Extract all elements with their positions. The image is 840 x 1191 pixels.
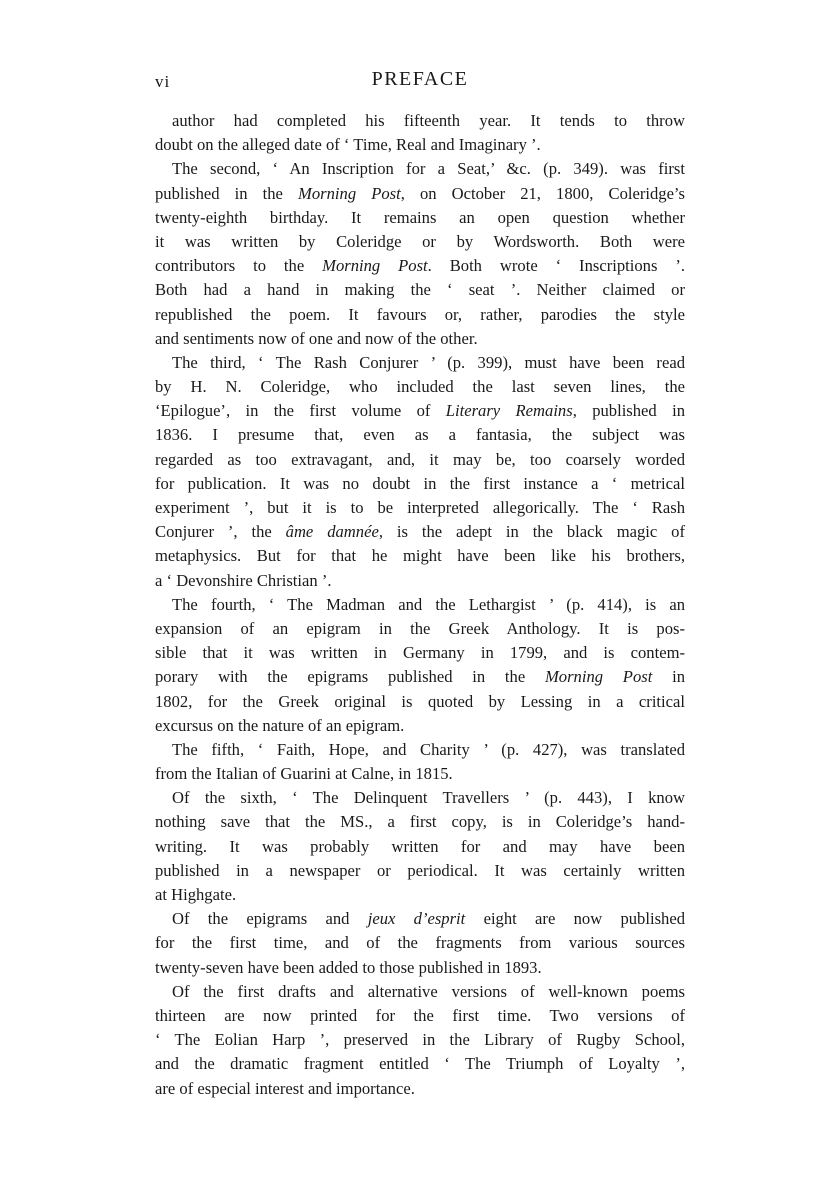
text-line: Conjurer ’, the âme damnée, is the adept in the black magic of — [155, 522, 685, 542]
text-line: Of the epigrams and jeux d’esprit eight are now published — [172, 909, 685, 929]
text-line: for publication. It was no doubt in the first instance a ‘ metrical — [155, 473, 685, 493]
paragraph — [155, 109, 685, 157]
running-head — [155, 66, 685, 98]
text-line: The third, ‘ The Rash Conjurer ’ (p. 399), must have been read — [172, 352, 685, 372]
text-line: nothing save that the MS., a first copy, is in Coleridge’s hand- — [155, 812, 685, 832]
text-line: Of the sixth, ‘ The Delinquent Travellers ’ (p. 443), I know — [172, 788, 685, 808]
text-line: sible that it was written in Germany in 1799, and is contem- — [155, 643, 685, 663]
text-line: author had completed his fifteenth year. It tends to throw — [172, 111, 685, 130]
text-line: thirteen are now printed for the first time. Two versions of — [155, 1005, 685, 1025]
page — [155, 66, 685, 1101]
paragraph — [155, 593, 685, 738]
text-line: published in a newspaper or periodical. It was certainly written — [155, 860, 685, 880]
text-line: doubt on the alleged date of ‘ Time, Real and Imaginary ’. — [155, 135, 541, 155]
text-line: ‘Epilogue’, in the first volume of Literary Remains, published in — [155, 401, 685, 421]
text-line: excursus on the nature of an epigram. — [155, 715, 405, 735]
text-line: from the Italian of Guarini at Calne, in 1815. — [155, 764, 453, 784]
text-line: 1836. I presume that, even as a fantasia, the subject was — [155, 425, 685, 445]
text-line: by H. N. Coleridge, who included the last seven lines, the — [155, 377, 685, 397]
text-line: contributors to the Morning Post. Both wrote ‘ Inscriptions ’. — [155, 256, 685, 276]
body-text — [155, 109, 685, 1101]
text-line: and the dramatic fragment entitled ‘ The Triumph of Loyalty ’, — [155, 1054, 685, 1074]
text-line: The fourth, ‘ The Madman and the Lethargist ’ (p. 414), is an — [172, 594, 685, 614]
text-line: porary with the epigrams published in the Morning Post in — [155, 667, 685, 687]
paragraph — [155, 351, 685, 593]
text-line: ‘ The Eolian Harp ’, preserved in the Library of Rugby School, — [155, 1030, 685, 1050]
text-line: experiment ’, but it is to be interpreted allegorically. The ‘ Rash — [155, 498, 685, 517]
text-line: it was written by Coleridge or by Wordsworth. Both were — [155, 231, 685, 251]
text-line: at Highgate. — [155, 885, 237, 904]
text-line: for the first time, and of the fragments from various sources — [155, 933, 685, 953]
text-line: The second, ‘ An Inscription for a Seat,’ &c. (p. 349). was first — [172, 159, 685, 179]
text-line: Both had a hand in making the ‘ seat ’. Neither claimed or — [155, 280, 685, 300]
text-line: twenty-seven have been added to those published in 1893. — [155, 957, 542, 977]
running-title: PREFACE — [371, 68, 469, 90]
text-line: expansion of an epigram in the Greek Anthology. It is pos- — [155, 618, 685, 638]
text-line: 1802, for the Greek original is quoted by Lessing in a critical — [155, 691, 685, 711]
paragraph — [155, 738, 685, 786]
paragraph — [155, 786, 685, 907]
paragraph — [155, 980, 685, 1101]
text-line: Of the first drafts and alternative versions of well-known poems — [172, 981, 685, 1001]
text-line: twenty-eighth birthday. It remains an open question whether — [155, 207, 685, 227]
text-line: and sentiments now of one and now of the other. — [155, 328, 478, 348]
text-line: are of especial interest and importance. — [155, 1078, 415, 1098]
text-line: metaphysics. But for that he might have been like his brothers, — [155, 546, 685, 566]
text-line: a ‘ Devonshire Christian ’. — [155, 570, 332, 590]
page-number: vi — [155, 72, 171, 91]
text-line: republished the poem. It favours or, rather, parodies the style — [155, 304, 685, 324]
text-line: The fifth, ‘ Faith, Hope, and Charity ’ (p. 427), was translated — [172, 739, 685, 759]
paragraph — [155, 157, 685, 351]
paragraph — [155, 907, 685, 980]
text-line: writing. It was probably written for and may have been — [155, 836, 685, 856]
text-line: published in the Morning Post, on October 21, 1800, Coleridge’s — [155, 183, 685, 203]
text-line: regarded as too extravagant, and, it may be, too coarsely worded — [155, 449, 685, 469]
